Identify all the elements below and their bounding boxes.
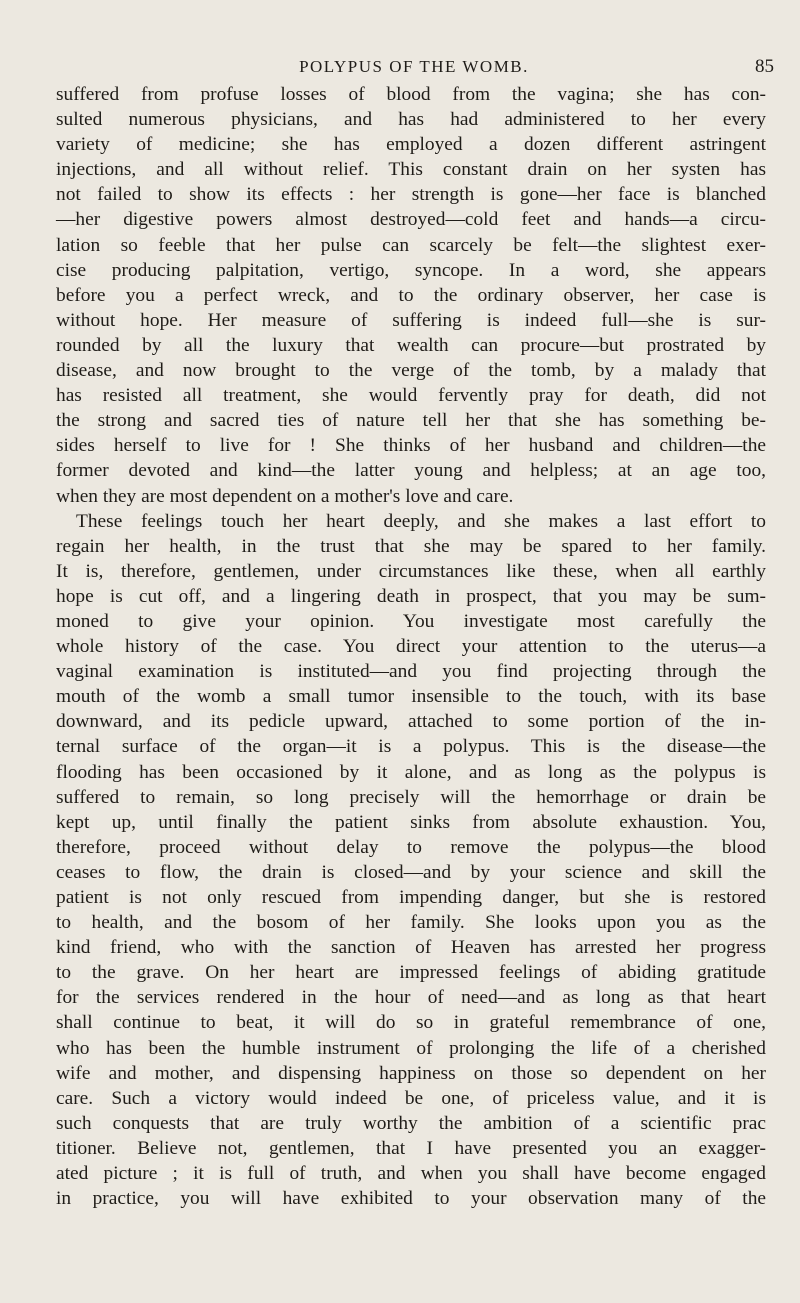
text-line: shall continue to beat, it will do so in grateful remembrance of one, [56, 1012, 766, 1034]
text-line: —her digestive powers almost destroyed—cold feet and hands—a circu- [56, 209, 766, 231]
text-line: to health, and the bosom of her family. She looks upon you as the [56, 912, 766, 934]
text-line: the strong and sacred ties of nature tell her that she has something be- [56, 410, 766, 432]
text-line: therefore, proceed without delay to remove the polypus—the blood [56, 836, 766, 858]
text-line: for the services rendered in the hour of need—and as long as that heart [56, 987, 766, 1009]
text-line: sulted numerous physicians, and has had administered to her every [56, 109, 766, 131]
text-line: not failed to show its effects : her strength is gone—her face is blanched [56, 184, 766, 206]
text-line: has resisted all treatment, she would fervently pray for death, did not [56, 385, 766, 407]
text-line: mouth of the womb a small tumor insensible to the touch, with its base [56, 686, 766, 708]
text-line: It is, therefore, gentlemen, under circumstances like these, when all earthly [56, 560, 766, 582]
body-text [56, 82, 766, 1211]
text-line: when they are most dependent on a mother's love and care. [56, 485, 514, 507]
text-line: who has been the humble instrument of prolonging the life of a cherished [56, 1037, 766, 1059]
text-line: titioner. Believe not, gentlemen, that I have presented you an exagger- [56, 1137, 766, 1159]
text-line: former devoted and kind—the latter young and helpless; at an age too, [56, 460, 766, 482]
text-line: regain her health, in the trust that she may be spared to her family. [56, 535, 766, 557]
text-line: hope is cut off, and a lingering death in prospect, that you may be sum- [56, 585, 766, 607]
text-line: before you a perfect wreck, and to the ordinary observer, her case is [56, 284, 766, 306]
text-line: injections, and all without relief. This constant drain on her systen has [56, 159, 766, 181]
text-line: patient is not only rescued from impending danger, but she is restored [56, 887, 766, 908]
text-line: wife and mother, and dispensing happiness on those so dependent on her [56, 1062, 766, 1084]
text-line: ternal surface of the organ—it is a polypus. This is the disease—the [56, 736, 766, 758]
paragraph-start-line: These feelings touch her heart deeply, and she makes a last effort to [76, 510, 766, 532]
text-line: in practice, you will have exhibited to your observation many of the [56, 1188, 766, 1210]
text-line: to the grave. On her heart are impressed feelings of abiding gratitude [56, 962, 766, 984]
text-line: ceases to flow, the drain is closed—and by your science and skill the [56, 861, 766, 883]
text-line: whole history of the case. You direct your attention to the uterus—a [56, 636, 766, 658]
text-line: downward, and its pedicle upward, attached to some portion of the in- [56, 711, 766, 733]
text-line: without hope. Her measure of suffering is indeed full—she is sur- [56, 309, 766, 331]
text-line: disease, and now brought to the verge of the tomb, by a malady that [56, 360, 766, 382]
text-line: ated picture ; it is full of truth, and when you shall have become engaged [56, 1163, 766, 1185]
page-number: 85 [755, 56, 774, 77]
text-line: vaginal examination is instituted—and you find projecting through the [56, 661, 766, 683]
text-line: lation so feeble that her pulse can scarcely be felt—the slightest exer- [56, 234, 766, 256]
text-line: moned to give your opinion. You investigate most carefully the [56, 610, 766, 632]
text-line: flooding has been occasioned by it alone, and as long as the polypus is [56, 761, 766, 783]
text-line: kind friend, who with the sanction of Heaven has arrested her progress [56, 937, 766, 959]
text-line: care. Such a victory would indeed be one, of priceless value, and it is [56, 1087, 766, 1109]
text-line: such conquests that are truly worthy the ambition of a scientific prac [56, 1112, 766, 1134]
text-line: rounded by all the luxury that wealth can procure—but prostrated by [56, 334, 766, 356]
text-line: suffered to remain, so long precisely will the hemorrhage or drain be [56, 786, 766, 808]
text-line: cise producing palpitation, vertigo, syncope. In a word, she appears [56, 259, 766, 281]
text-line: suffered from profuse losses of blood from the vagina; she has con- [56, 84, 766, 105]
text-line: kept up, until finally the patient sinks from absolute exhaustion. You, [56, 811, 766, 833]
running-title: POLYPUS OF THE WOMB. [299, 57, 529, 76]
text-line: sides herself to live for ! She thinks of her husband and children—the [56, 435, 766, 457]
text-line: variety of medicine; she has employed a dozen different astringent [56, 134, 766, 156]
page-header [54, 52, 774, 82]
